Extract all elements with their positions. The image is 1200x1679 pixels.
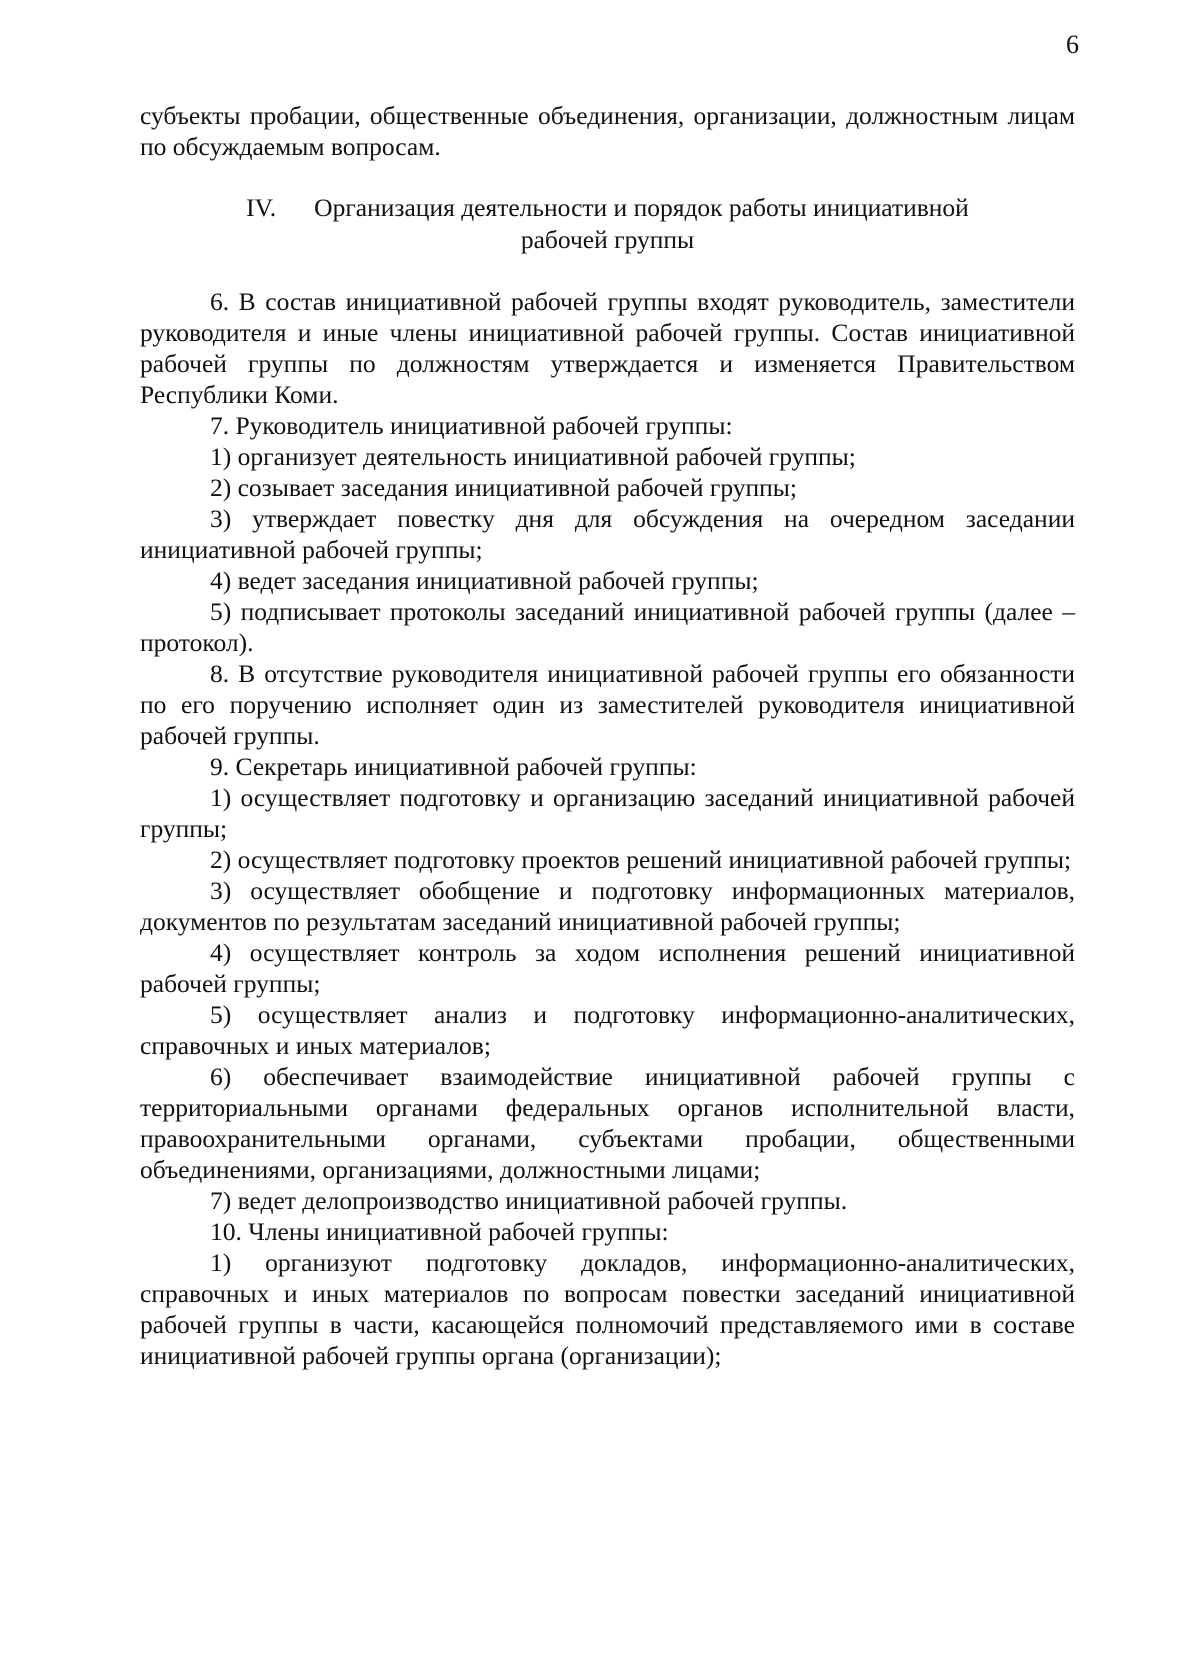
section-title-line2: рабочей группы (520, 225, 695, 254)
section-title-line1: Организация деятельности и порядок работы инициативной (314, 193, 969, 222)
clause-9-item-7: 7) ведет делопроизводство инициативной рабочей группы. (210, 1186, 848, 1215)
clause-10: 10. Члены инициативной рабочей группы: (210, 1217, 669, 1246)
clause-9-item-3: 3) осуществляет обобщение и подготовку информационных материалов, документов по результатам заседаний инициативной рабочей группы; (140, 876, 1075, 936)
clause-7-item-3: 3) утверждает повестку дня для обсуждения на очередном заседании инициативной рабочей группы; (140, 504, 1075, 564)
clause-9-item-5: 5) осуществляет анализ и подготовку информационно-аналитических, справочных и иных материалов; (140, 1000, 1075, 1060)
clause-6: 6. В состав инициативной рабочей группы входят руководитель, заместители руководителя и иные члены инициативной рабочей группы. Состав инициативной рабочей группы по должностям утверждается и изменяется Правительством Республики Коми. (140, 287, 1075, 409)
clause-7-item-1: 1) организует деятельность инициативной рабочей группы; (210, 442, 856, 471)
clause-9-item-1: 1) осуществляет подготовку и организацию заседаний инициативной рабочей группы; (140, 783, 1075, 843)
document-body (140, 100, 1075, 1371)
clause-9-item-2: 2) осуществляет подготовку проектов решений инициативной рабочей группы; (210, 845, 1072, 874)
clause-8: 8. В отсутствие руководителя инициативной рабочей группы его обязанности по его поручению исполняет один из заместителей руководителя инициативной рабочей группы. (140, 659, 1075, 750)
intro-paragraph: субъекты пробации, общественные объединения, организации, должностным лицам по обсуждаемым вопросам. (140, 101, 1075, 161)
clause-7: 7. Руководитель инициативной рабочей группы: (210, 411, 733, 440)
page-number: 6 (1066, 30, 1079, 59)
clause-7-item-2: 2) созывает заседания инициативной рабочей группы; (210, 473, 798, 502)
clause-9: 9. Секретарь инициативной рабочей группы: (210, 752, 697, 781)
section-heading (140, 192, 1075, 256)
section-number: IV. (246, 193, 277, 222)
clause-7-item-4: 4) ведет заседания инициативной рабочей группы; (210, 566, 759, 595)
clause-9-item-4: 4) осуществляет контроль за ходом исполнения решений инициативной рабочей группы; (140, 938, 1075, 998)
clause-9-item-6: 6) обеспечивает взаимодействие инициативной рабочей группы с территориальными органами федеральных органов исполнительной власти, правоохранительными органами, субъектами пробации, общественными объединениями, организациями, должностными лицами; (140, 1062, 1075, 1184)
clause-7-item-5: 5) подписывает протоколы заседаний инициативной рабочей группы (далее – протокол). (140, 597, 1075, 657)
clause-10-item-1: 1) организуют подготовку докладов, информационно-аналитических, справочных и иных материалов по вопросам повестки заседаний инициативной рабочей группы в части, касающейся полномочий представляемого ими в составе инициативной рабочей группы органа (организации); (140, 1248, 1075, 1370)
